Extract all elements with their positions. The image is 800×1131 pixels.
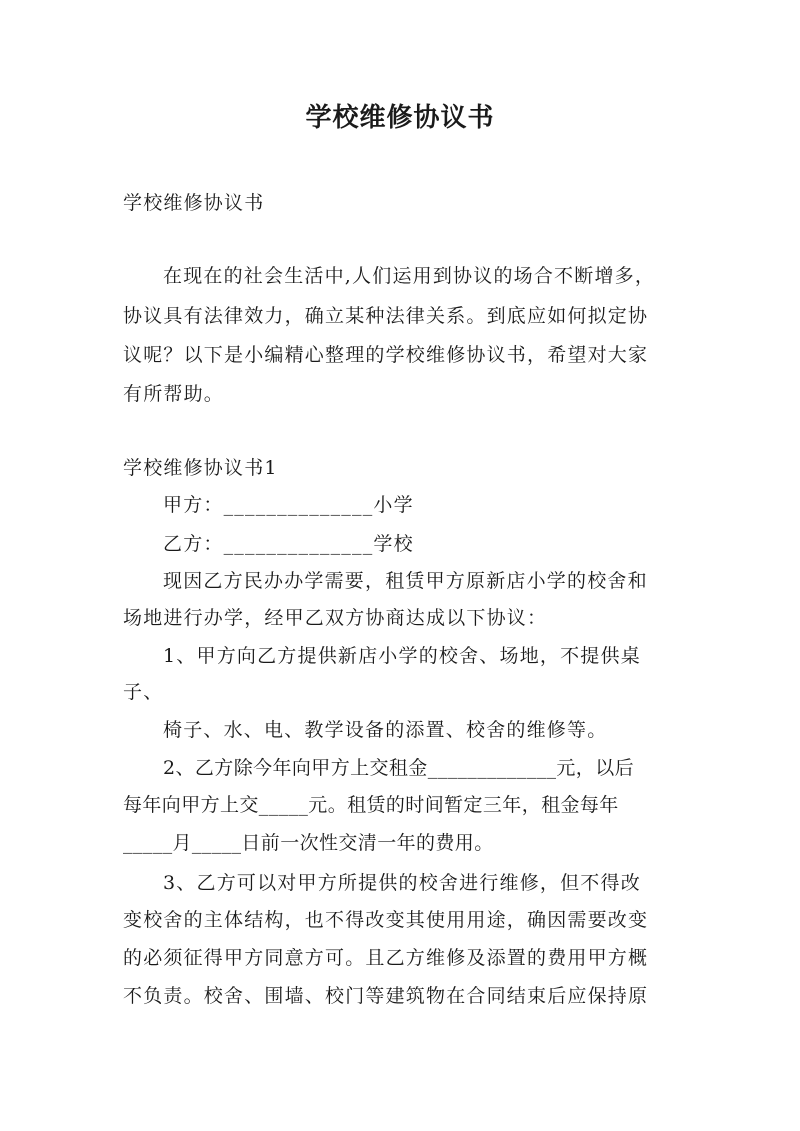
body-line-1: 现因乙方民办办学需要，租赁甲方原新店小学的校舍和	[163, 570, 648, 592]
party-a-line: 甲方：______________小学	[163, 494, 414, 516]
party-b-line: 乙方：______________学校	[163, 533, 414, 555]
document-subtitle: 学校维修协议书	[123, 192, 265, 214]
intro-line-1: 在现在的社会生活中,人们运用到协议的场合不断增多，	[163, 265, 656, 287]
body-line-5: 椅子、水、电、教学设备的添置、校舍的维修等。	[163, 719, 608, 741]
body-line-6: 2、乙方除今年向甲方上交租金_____________元，以后	[163, 757, 634, 779]
document-title: 学校维修协议书	[305, 103, 495, 133]
section-heading: 学校维修协议书1	[123, 457, 278, 479]
body-line-12: 不负责。校舍、围墙、校门等建筑物在合同结束后应保持原	[123, 985, 649, 1007]
intro-line-4: 有所帮助。	[123, 383, 225, 405]
body-line-8: _____月_____日前一次性交清一年的费用。	[123, 832, 494, 854]
body-line-10: 变校舍的主体结构，也不得改变其使用用途，确因需要改变	[123, 909, 649, 931]
intro-line-2: 协议具有法律效力，确立某种法律关系。到底应如何拟定协	[123, 305, 649, 327]
body-line-2: 场地进行办学，经甲乙双方协商达成以下协议：	[123, 607, 548, 629]
intro-line-3: 议呢？以下是小编精心整理的学校维修协议书，希望对大家	[123, 344, 649, 366]
body-line-3: 1、甲方向乙方提供新店小学的校舍、场地，不提供桌	[163, 645, 641, 667]
body-line-4: 子、	[123, 681, 164, 703]
body-line-7: 每年向甲方上交_____元。租赁的时间暂定三年，租金每年	[123, 794, 619, 816]
body-line-11: 的必须征得甲方同意方可。且乙方维修及添置的费用甲方概	[123, 947, 649, 969]
body-line-9: 3、乙方可以对甲方所提供的校舍进行维修，但不得改	[163, 872, 641, 894]
